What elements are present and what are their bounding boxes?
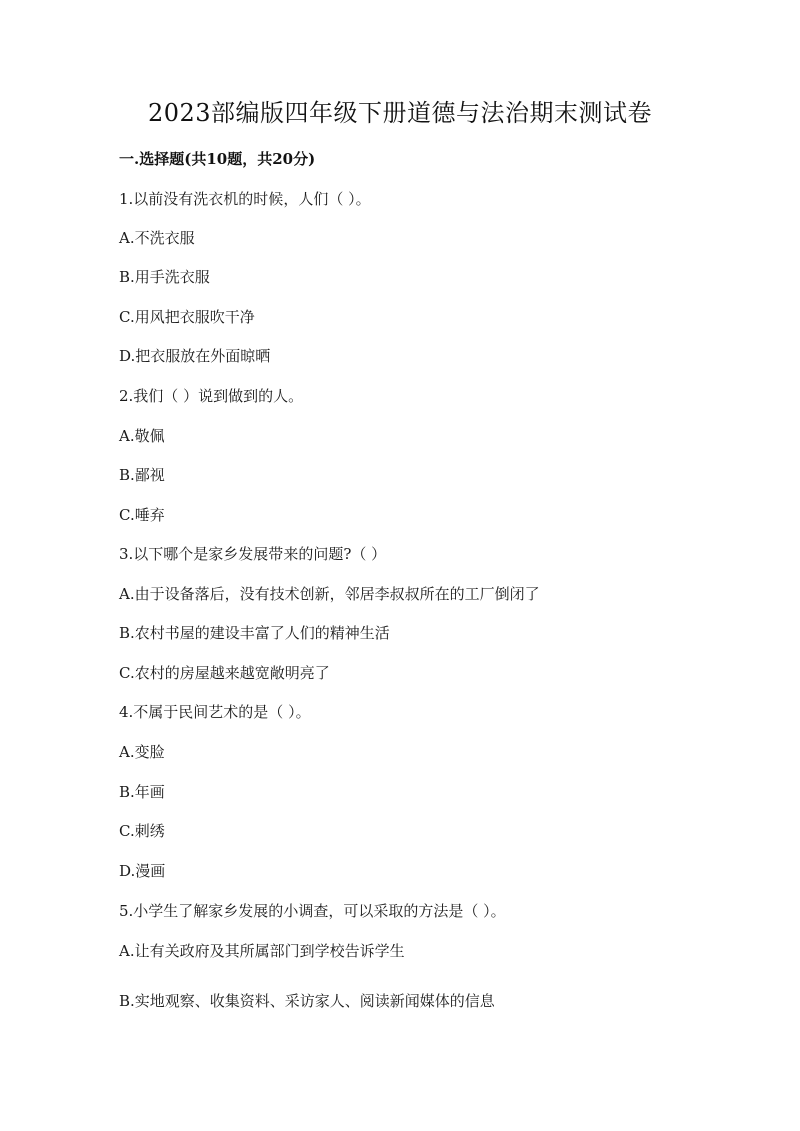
answer-option: C.刺绣 [119, 822, 165, 840]
answer-option: A.由于设备落后，没有技术创新，邻居李叔叔所在的工厂倒闭了 [119, 585, 540, 603]
question-stem: 5.小学生了解家乡发展的小调查，可以采取的方法是（ ）。 [119, 902, 506, 920]
answer-option: B.实地观察、收集资料、采访家人、阅读新闻媒体的信息 [119, 992, 495, 1010]
answer-option: A.变脸 [119, 743, 165, 761]
answer-option: B.农村书屋的建设丰富了人们的精神生活 [119, 624, 390, 642]
answer-option: B.用手洗衣服 [119, 268, 210, 286]
page-title: 2023部编版四年级下册道德与法治期末测试卷 [147, 99, 653, 127]
answer-option: C.用风把衣服吹干净 [119, 308, 255, 326]
question-stem: 2.我们（ ）说到做到的人。 [119, 387, 304, 405]
question-stem: 3.以下哪个是家乡发展带来的问题?（ ） [119, 545, 387, 563]
answer-option: B.年画 [119, 783, 165, 801]
answer-option: D.把衣服放在外面晾晒 [119, 347, 271, 365]
answer-option: C.农村的房屋越来越宽敞明亮了 [119, 664, 330, 682]
answer-option: A.敬佩 [119, 427, 165, 445]
question-stem: 1.以前没有洗衣机的时候，人们（ ）。 [119, 190, 371, 208]
answer-option: D.漫画 [119, 862, 166, 880]
answer-option: C.唾弃 [119, 506, 165, 524]
answer-option: B.鄙视 [119, 466, 165, 484]
answer-option: A.让有关政府及其所属部门到学校告诉学生 [119, 942, 405, 960]
question-stem: 4.不属于民间艺术的是（ ）。 [119, 703, 311, 721]
answer-option: A.不洗衣服 [119, 229, 195, 247]
section-heading: 一.选择题(共10题，共20分) [119, 150, 316, 168]
